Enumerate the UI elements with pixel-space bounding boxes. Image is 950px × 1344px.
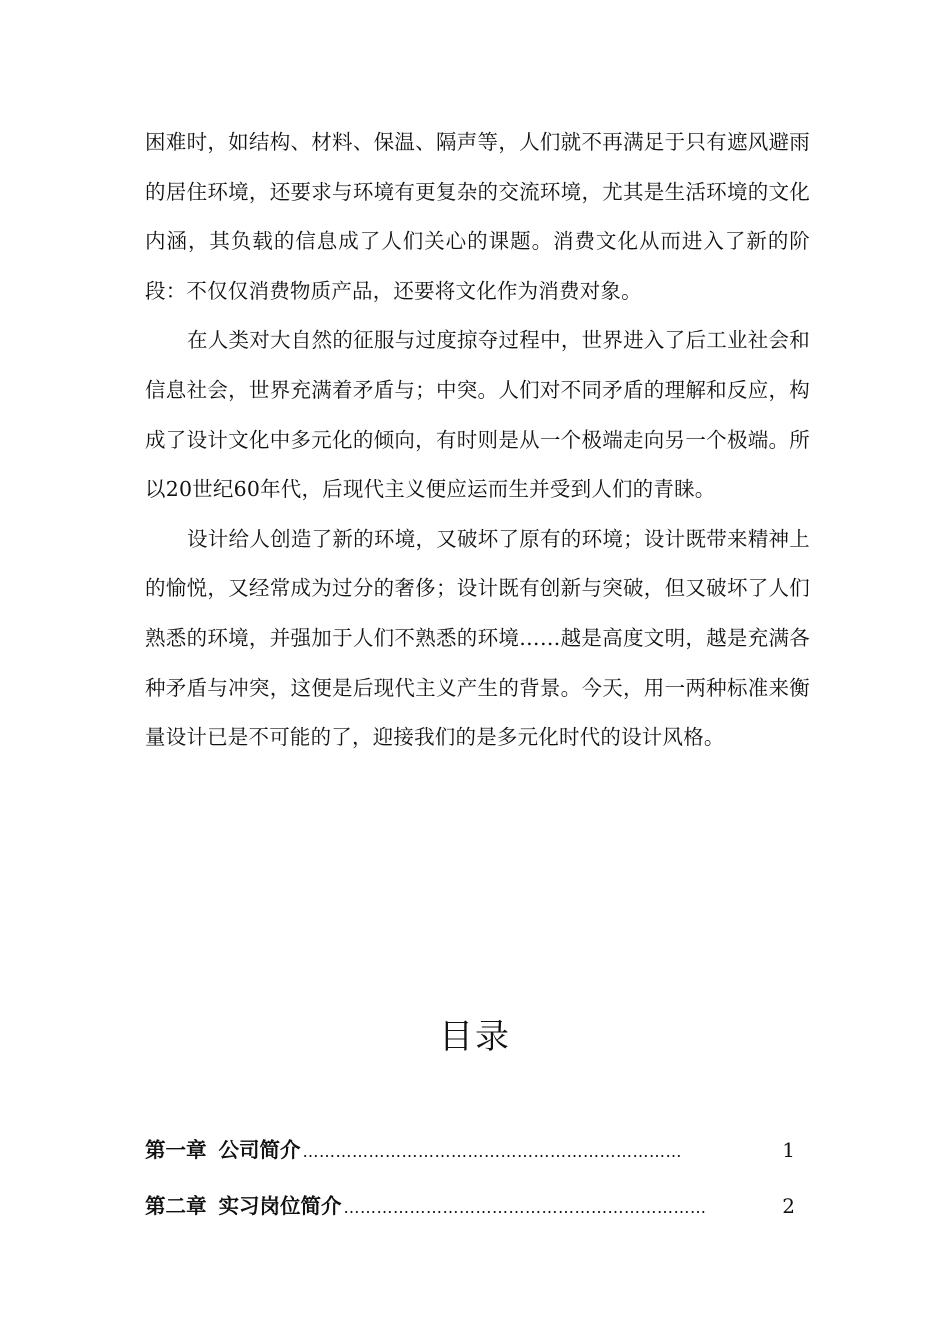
toc-entry-chapter-2[interactable] <box>145 1184 795 1240</box>
toc-chapter-number: 第一章 <box>145 1138 207 1162</box>
toc-title: 目录 <box>439 1017 511 1057</box>
toc-page-number: 2 <box>782 1194 795 1218</box>
paragraph-1: 困难时，如结构、材料、保温、隔声等，人们就不再满足于只有遮风避雨的居住环境，还要求与环境有更复杂的交流环境，尤其是生活环境的文化内涵，其负载的信息成了人们关心的课题。消费文化从而进入了新的阶段：不仅仅消费物质产品，还要将文化作为消费对象。 <box>145 130 810 303</box>
toc-leader-dots: ………………………………………………………… <box>343 1198 707 1217</box>
toc-chapter-heading: 实习岗位简介 <box>218 1194 342 1218</box>
toc-leader-dots: …………………………………………………………… <box>302 1142 682 1161</box>
toc-page-number: 1 <box>782 1138 795 1162</box>
toc-chapter-number: 第二章 <box>145 1194 207 1218</box>
toc-entry-chapter-1[interactable] <box>145 1128 795 1184</box>
paragraph-2: 在人类对大自然的征服与过度掠夺过程中，世界进入了后工业社会和信息社会，世界充满着矛盾与；中突。人们对不同矛盾的理解和反应，构成了设计文化中多元化的倾向，有时则是从一个极端走向另一个极端。所以20世纪60年代，后现代主义便应运而生并受到人们的青睐。 <box>145 328 810 502</box>
paragraph-3: 设计给人创造了新的环境，又破坏了原有的环境；设计既带来精神上的愉悦，又经常成为过分的奢侈；设计既有创新与突破，但又破坏了人们熟悉的环境，并强加于人们不熟悉的环境……越是高度文明，越是充满各种矛盾与冲突，这便是后现代主义产生的背景。今天，用一两种标准来衡量设计已是不可能的了，迎接我们的是多元化时代的设计风格。 <box>145 526 810 750</box>
body-text <box>145 118 810 763</box>
toc-chapter-heading: 公司简介 <box>218 1138 301 1162</box>
table-of-contents <box>145 1128 795 1240</box>
